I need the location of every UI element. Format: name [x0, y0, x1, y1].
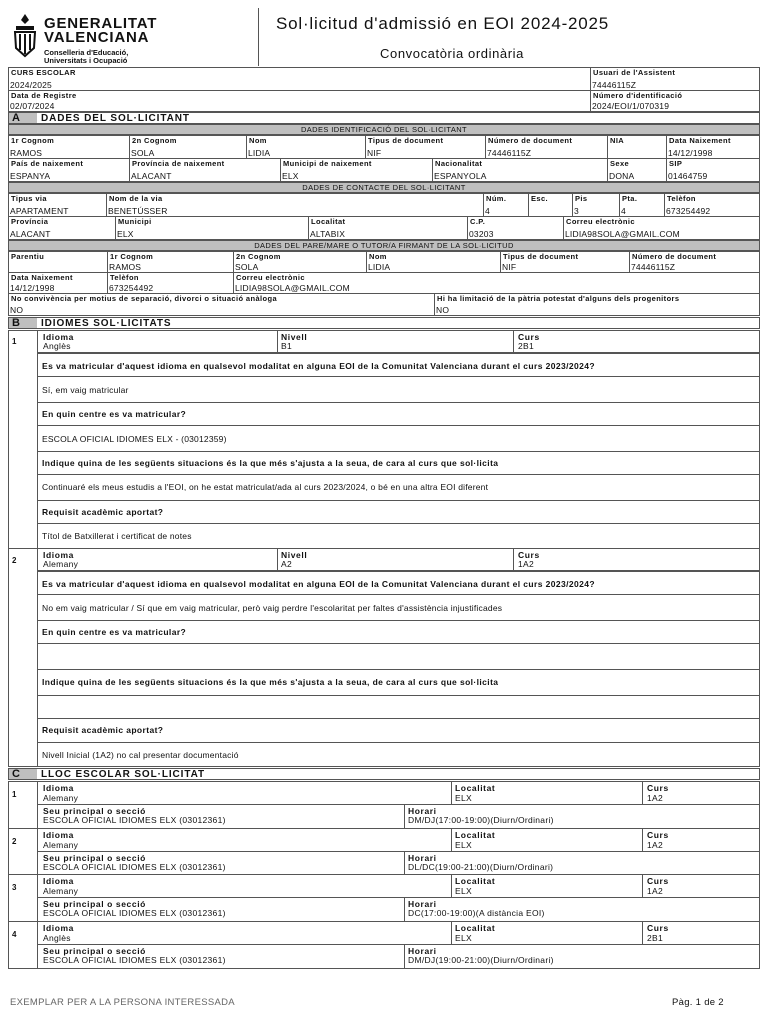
section-a-header	[8, 112, 760, 124]
question-centre: En quin centre es va matricular?	[42, 627, 187, 637]
field-value: 4	[621, 206, 626, 216]
horari-label: Horari	[408, 853, 437, 863]
field-label: 2n Cognom	[236, 252, 281, 261]
tipus-via-field	[8, 193, 107, 217]
seu-value: ESCOLA OFICIAL IDIOMES ELX (03012361)	[43, 908, 226, 918]
field-value: ELX	[117, 229, 134, 239]
field-label: Pis	[575, 194, 588, 203]
field-label: Localitat	[311, 217, 346, 226]
field-value: 2024/2025	[10, 80, 52, 90]
section-letter: A	[9, 113, 37, 123]
field-value: 14/12/1998	[10, 283, 55, 293]
field-label: Data Naixement	[11, 273, 73, 282]
nivell-cell	[277, 330, 514, 353]
localitat-label: Localitat	[455, 783, 496, 793]
seu-label: Seu principal o secció	[43, 806, 146, 816]
tipus-doc-field	[365, 135, 486, 159]
prov-naix-field	[129, 158, 281, 182]
parentiu-field	[8, 251, 108, 273]
field-label: Esc.	[531, 194, 549, 203]
field-label: Número d'identificació	[593, 91, 683, 100]
field-value: LIDIA98SOLA@GMAIL.COM	[235, 283, 350, 293]
field-value: NO	[10, 305, 24, 315]
request-number: 1	[12, 337, 17, 346]
curs-value: 1A2	[518, 559, 535, 569]
header-divider	[258, 8, 259, 66]
field-value: 03203	[469, 229, 494, 239]
idioma-value: Anglès	[43, 933, 71, 943]
horari-label: Horari	[408, 899, 437, 909]
contact-provincia-field	[8, 216, 116, 240]
correu-field	[563, 216, 760, 240]
field-value: 3	[574, 206, 579, 216]
field-label: Nom	[249, 136, 267, 145]
answer-situacio: Continuaré els meus estudis a l'EOI, on he estat matriculat/ada al curs 2023/2024, o bé en una altra EOI diferent	[42, 482, 489, 492]
field-value: LIDIA	[248, 148, 271, 158]
field-label: Núm.	[486, 194, 507, 203]
curs-value: 2B1	[647, 933, 664, 943]
pare-tutor-bar: DADES DEL PARE/MARE O TUTOR/A FIRMANT DE LA SOL·LICITUD	[8, 240, 760, 251]
num-identificacio-field	[590, 90, 760, 112]
idioma-value: Alemany	[43, 793, 79, 803]
field-value: 74446115Z	[592, 80, 637, 90]
request-number: 2	[12, 837, 17, 846]
pais-naix-field	[8, 158, 130, 182]
logo-line1: GENERALITAT	[44, 15, 158, 32]
mun-naix-field	[280, 158, 433, 182]
field-value: RAMOS	[10, 148, 43, 158]
horari-label: Horari	[408, 806, 437, 816]
localitat-value: ELX	[455, 886, 472, 896]
field-label: SIP	[669, 159, 683, 168]
curs-value: 1A2	[647, 886, 664, 896]
field-label: Sexe	[610, 159, 630, 168]
answer-row	[37, 376, 760, 403]
request-number-cell	[8, 828, 38, 876]
porta-field	[619, 193, 665, 217]
question-centre: En quin centre es va matricular?	[42, 409, 187, 419]
request-number-cell	[8, 921, 38, 969]
localitat-value: ELX	[455, 793, 472, 803]
tutor-naix-field	[8, 272, 108, 294]
seu-label: Seu principal o secció	[43, 853, 146, 863]
field-label: C.P.	[470, 217, 486, 226]
nom-via-field	[106, 193, 484, 217]
request-number: 4	[12, 930, 17, 939]
answer-row	[37, 643, 760, 670]
curs-label: Curs	[518, 550, 540, 560]
idioma-label: Idioma	[43, 332, 74, 342]
localitat-value: ELX	[455, 840, 472, 850]
contact-localitat-field	[308, 216, 468, 240]
field-label: Usuari de l'Assistent	[593, 68, 676, 77]
section-title: IDIOMES SOL·LICITATS	[41, 318, 172, 329]
curs-label: Curs	[647, 830, 669, 840]
idioma-value: Alemany	[43, 886, 79, 896]
field-value: 2024/EOI/1/070319	[592, 101, 670, 111]
seu-value: ESCOLA OFICIAL IDIOMES ELX (03012361)	[43, 862, 226, 872]
sip-field	[666, 158, 760, 182]
escala-field	[528, 193, 573, 217]
field-label: Tipus de document	[503, 252, 579, 261]
seu-label: Seu principal o secció	[43, 946, 146, 956]
localitat-label: Localitat	[455, 876, 496, 886]
limitacio-potestat-field	[434, 293, 760, 316]
field-label: CURS ESCOLAR	[11, 68, 76, 77]
tutor-num-doc-field	[629, 251, 760, 273]
logo-line2: VALENCIANA	[44, 29, 150, 46]
nivell-value: B1	[281, 341, 292, 351]
nia-field	[607, 135, 667, 159]
field-value: ESPANYA	[10, 171, 51, 181]
question-requisit: Requisit acadèmic aportat?	[42, 507, 164, 517]
nivell-cell	[277, 548, 514, 571]
curs-label: Curs	[518, 332, 540, 342]
pis-field	[572, 193, 620, 217]
field-label: Telèfon	[110, 273, 139, 282]
section-title: DADES DEL SOL·LICITANT	[41, 113, 190, 124]
field-value: RAMOS	[109, 262, 142, 272]
contacte-bar: DADES DE CONTACTE DEL SOL·LICITANT	[8, 182, 760, 193]
request-number-cell	[8, 781, 38, 829]
codi-postal-field	[467, 216, 564, 240]
footer-exemplar: EXEMPLAR PER A LA PERSONA INTERESSADA	[10, 997, 235, 1008]
usuari-field	[590, 67, 760, 91]
field-value: BENETÚSSER	[108, 206, 168, 216]
horari-value: DM/DJ(19:00-21:00)(Diurn/Ordinari)	[408, 955, 554, 965]
seu-value: ESCOLA OFICIAL IDIOMES ELX (03012361)	[43, 815, 226, 825]
field-value: ALTABIX	[310, 229, 346, 239]
request-number: 3	[12, 883, 17, 892]
nivell-value: A2	[281, 559, 292, 569]
logo-dept1: Conselleria d'Educació,	[44, 48, 129, 57]
request-number-cell	[8, 330, 38, 549]
request-number-cell	[8, 874, 38, 922]
field-label: 1r Cognom	[110, 252, 154, 261]
curs-label: Curs	[647, 876, 669, 886]
field-value: 02/07/2024	[10, 101, 55, 111]
answer-centre: ESCOLA OFICIAL IDIOMES ELX - (03012359)	[42, 434, 227, 444]
generalitat-emblem-icon	[12, 12, 38, 60]
localitat-label: Localitat	[455, 923, 496, 933]
answer-requisit: Títol de Batxillerat i certificat de notes	[42, 531, 192, 541]
field-label: Pta.	[622, 194, 638, 203]
localitat-value: ELX	[455, 933, 472, 943]
field-value: ALACANT	[10, 229, 51, 239]
field-label: Parentiu	[11, 252, 45, 261]
tutor-cognom1-field	[107, 251, 234, 273]
page-subtitle: Convocatòria ordinària	[380, 46, 524, 61]
data-naix-field	[666, 135, 760, 159]
horari-value: DC(17:00-19:00)(A distància EOI)	[408, 908, 545, 918]
tutor-cognom2-field	[233, 251, 367, 273]
request-number-cell	[8, 548, 38, 767]
horari-value: DM/DJ(17:00-19:00)(Diurn/Ordinari)	[408, 815, 554, 825]
field-label: Municipi	[118, 217, 152, 226]
curs-value: 1A2	[647, 793, 664, 803]
tutor-nom-field	[366, 251, 501, 273]
field-value: DONA	[609, 171, 635, 181]
page-title: Sol·licitud d'admissió en EOI 2024-2025	[276, 14, 610, 33]
answer-matricula: No em vaig matricular / Sí que em vaig matricular, però vaig perdre l'escolaritat per faltes d'assistència injustificades	[42, 603, 503, 613]
field-label: Número de document	[488, 136, 573, 145]
field-value: 4	[485, 206, 490, 216]
field-value: SOLA	[235, 262, 259, 272]
nom-field	[246, 135, 366, 159]
tutor-telefon-field	[107, 272, 234, 294]
field-value: 01464759	[668, 171, 708, 181]
generalitat-logo	[10, 10, 158, 66]
horari-value: DL/DC(19:00-21:00)(Diurn/Ordinari)	[408, 862, 554, 872]
field-label: Data Naixement	[669, 136, 731, 145]
cognom2-field	[129, 135, 247, 159]
curs-label: Curs	[647, 783, 669, 793]
question-requisit: Requisit acadèmic aportat?	[42, 725, 164, 735]
section-b-header	[8, 317, 760, 329]
field-label: Província	[11, 217, 49, 226]
field-label: 1r Cognom	[11, 136, 55, 145]
no-convivencia-field	[8, 293, 435, 316]
field-label: Província de naixement	[132, 159, 225, 168]
field-label: Tipus via	[11, 194, 47, 203]
telefon-field	[664, 193, 760, 217]
question-matricula: Es va matricular d'aquest idioma en qualsevol modalitat en alguna EOI de la Comunitat Valenciana durant el curs 2023/2024?	[42, 579, 595, 589]
field-label: País de naixement	[11, 159, 84, 168]
field-label: Correu electrònic	[236, 273, 305, 282]
field-value: ALACANT	[131, 171, 172, 181]
horari-label: Horari	[408, 946, 437, 956]
field-value: 673254492	[109, 283, 154, 293]
num-doc-field	[485, 135, 608, 159]
field-value: 74446115Z	[631, 262, 676, 272]
field-value: LIDIA98SOLA@GMAIL.COM	[565, 229, 680, 239]
localitat-label: Localitat	[455, 830, 496, 840]
idioma-label: Idioma	[43, 550, 74, 560]
field-label: Data de Registre	[11, 91, 77, 100]
field-value: 74446115Z	[487, 148, 532, 158]
num-via-field	[483, 193, 529, 217]
field-label: Nom	[369, 252, 387, 261]
field-label: Municipi de naixement	[283, 159, 372, 168]
sexe-field	[607, 158, 667, 182]
section-letter: C	[9, 769, 37, 779]
idioma-label: Idioma	[43, 783, 74, 793]
answer-matricula: Sí, em vaig matricular	[42, 385, 129, 395]
question-situacio: Indique quina de les següents situacions és la que més s'ajusta a la seua, de cara al curs que sol·licita	[42, 458, 499, 468]
field-label: Hi ha limitació de la pàtria potestat d'alguns dels progenitors	[437, 294, 680, 303]
data-registre-field	[8, 90, 591, 112]
answer-requisit: Nivell Inicial (1A2) no cal presentar documentació	[42, 750, 239, 760]
idioma-label: Idioma	[43, 830, 74, 840]
tutor-correu-field	[233, 272, 760, 294]
field-label: 2n Cognom	[132, 136, 177, 145]
question-situacio: Indique quina de les següents situacions és la que més s'ajusta a la seua, de cara al curs que sol·licita	[42, 677, 499, 687]
nivell-label: Nivell	[281, 332, 308, 342]
field-value: NIF	[367, 148, 382, 158]
idioma-value: Alemany	[43, 840, 79, 850]
field-value: LIDIA	[368, 262, 391, 272]
field-label: Nom de la via	[109, 194, 163, 203]
section-letter: B	[9, 318, 37, 328]
field-label: NIA	[610, 136, 625, 145]
field-label: No convivència per motius de separació, divorci o situació anàloga	[11, 294, 278, 303]
question-matricula: Es va matricular d'aquest idioma en qualsevol modalitat en alguna EOI de la Comunitat Valenciana durant el curs 2023/2024?	[42, 361, 595, 371]
tutor-tipus-doc-field	[500, 251, 630, 273]
nivell-label: Nivell	[281, 550, 308, 560]
seu-label: Seu principal o secció	[43, 899, 146, 909]
field-value: ESPANYOLA	[434, 171, 487, 181]
section-title: LLOC ESCOLAR SOL·LICITAT	[41, 769, 205, 780]
field-label: Nacionalitat	[435, 159, 483, 168]
field-label: Correu electrònic	[566, 217, 635, 226]
curs-label: Curs	[647, 923, 669, 933]
idioma-label: Idioma	[43, 923, 74, 933]
idioma-value: Alemany	[43, 559, 79, 569]
field-value: SOLA	[131, 148, 155, 158]
field-value: 673254492	[666, 206, 711, 216]
field-label: Telèfon	[667, 194, 696, 203]
field-label: Tipus de document	[368, 136, 444, 145]
request-number: 2	[12, 556, 17, 565]
seu-value: ESCOLA OFICIAL IDIOMES ELX (03012361)	[43, 955, 226, 965]
field-value: NIF	[502, 262, 517, 272]
answer-row	[37, 695, 760, 719]
curs-escolar-field	[8, 67, 591, 91]
idioma-value: Anglès	[43, 341, 71, 351]
idioma-label: Idioma	[43, 876, 74, 886]
field-value: 14/12/1998	[668, 148, 713, 158]
page-number: Pàg. 1 de 2	[672, 997, 724, 1008]
field-value: APARTAMENT	[10, 206, 69, 216]
field-value: ELX	[282, 171, 299, 181]
request-number: 1	[12, 790, 17, 799]
cognom1-field	[8, 135, 130, 159]
ident-bar: DADES IDENTIFICACIÓ DEL SOL·LICITANT	[8, 124, 760, 135]
field-value: NO	[436, 305, 450, 315]
section-c-header	[8, 768, 760, 780]
curs-value: 1A2	[647, 840, 664, 850]
field-label: Número de document	[632, 252, 717, 261]
contact-municipi-field	[115, 216, 309, 240]
curs-value: 2B1	[518, 341, 535, 351]
nacionalitat-field	[432, 158, 608, 182]
logo-dept2: Universitats i Ocupació	[44, 56, 128, 65]
